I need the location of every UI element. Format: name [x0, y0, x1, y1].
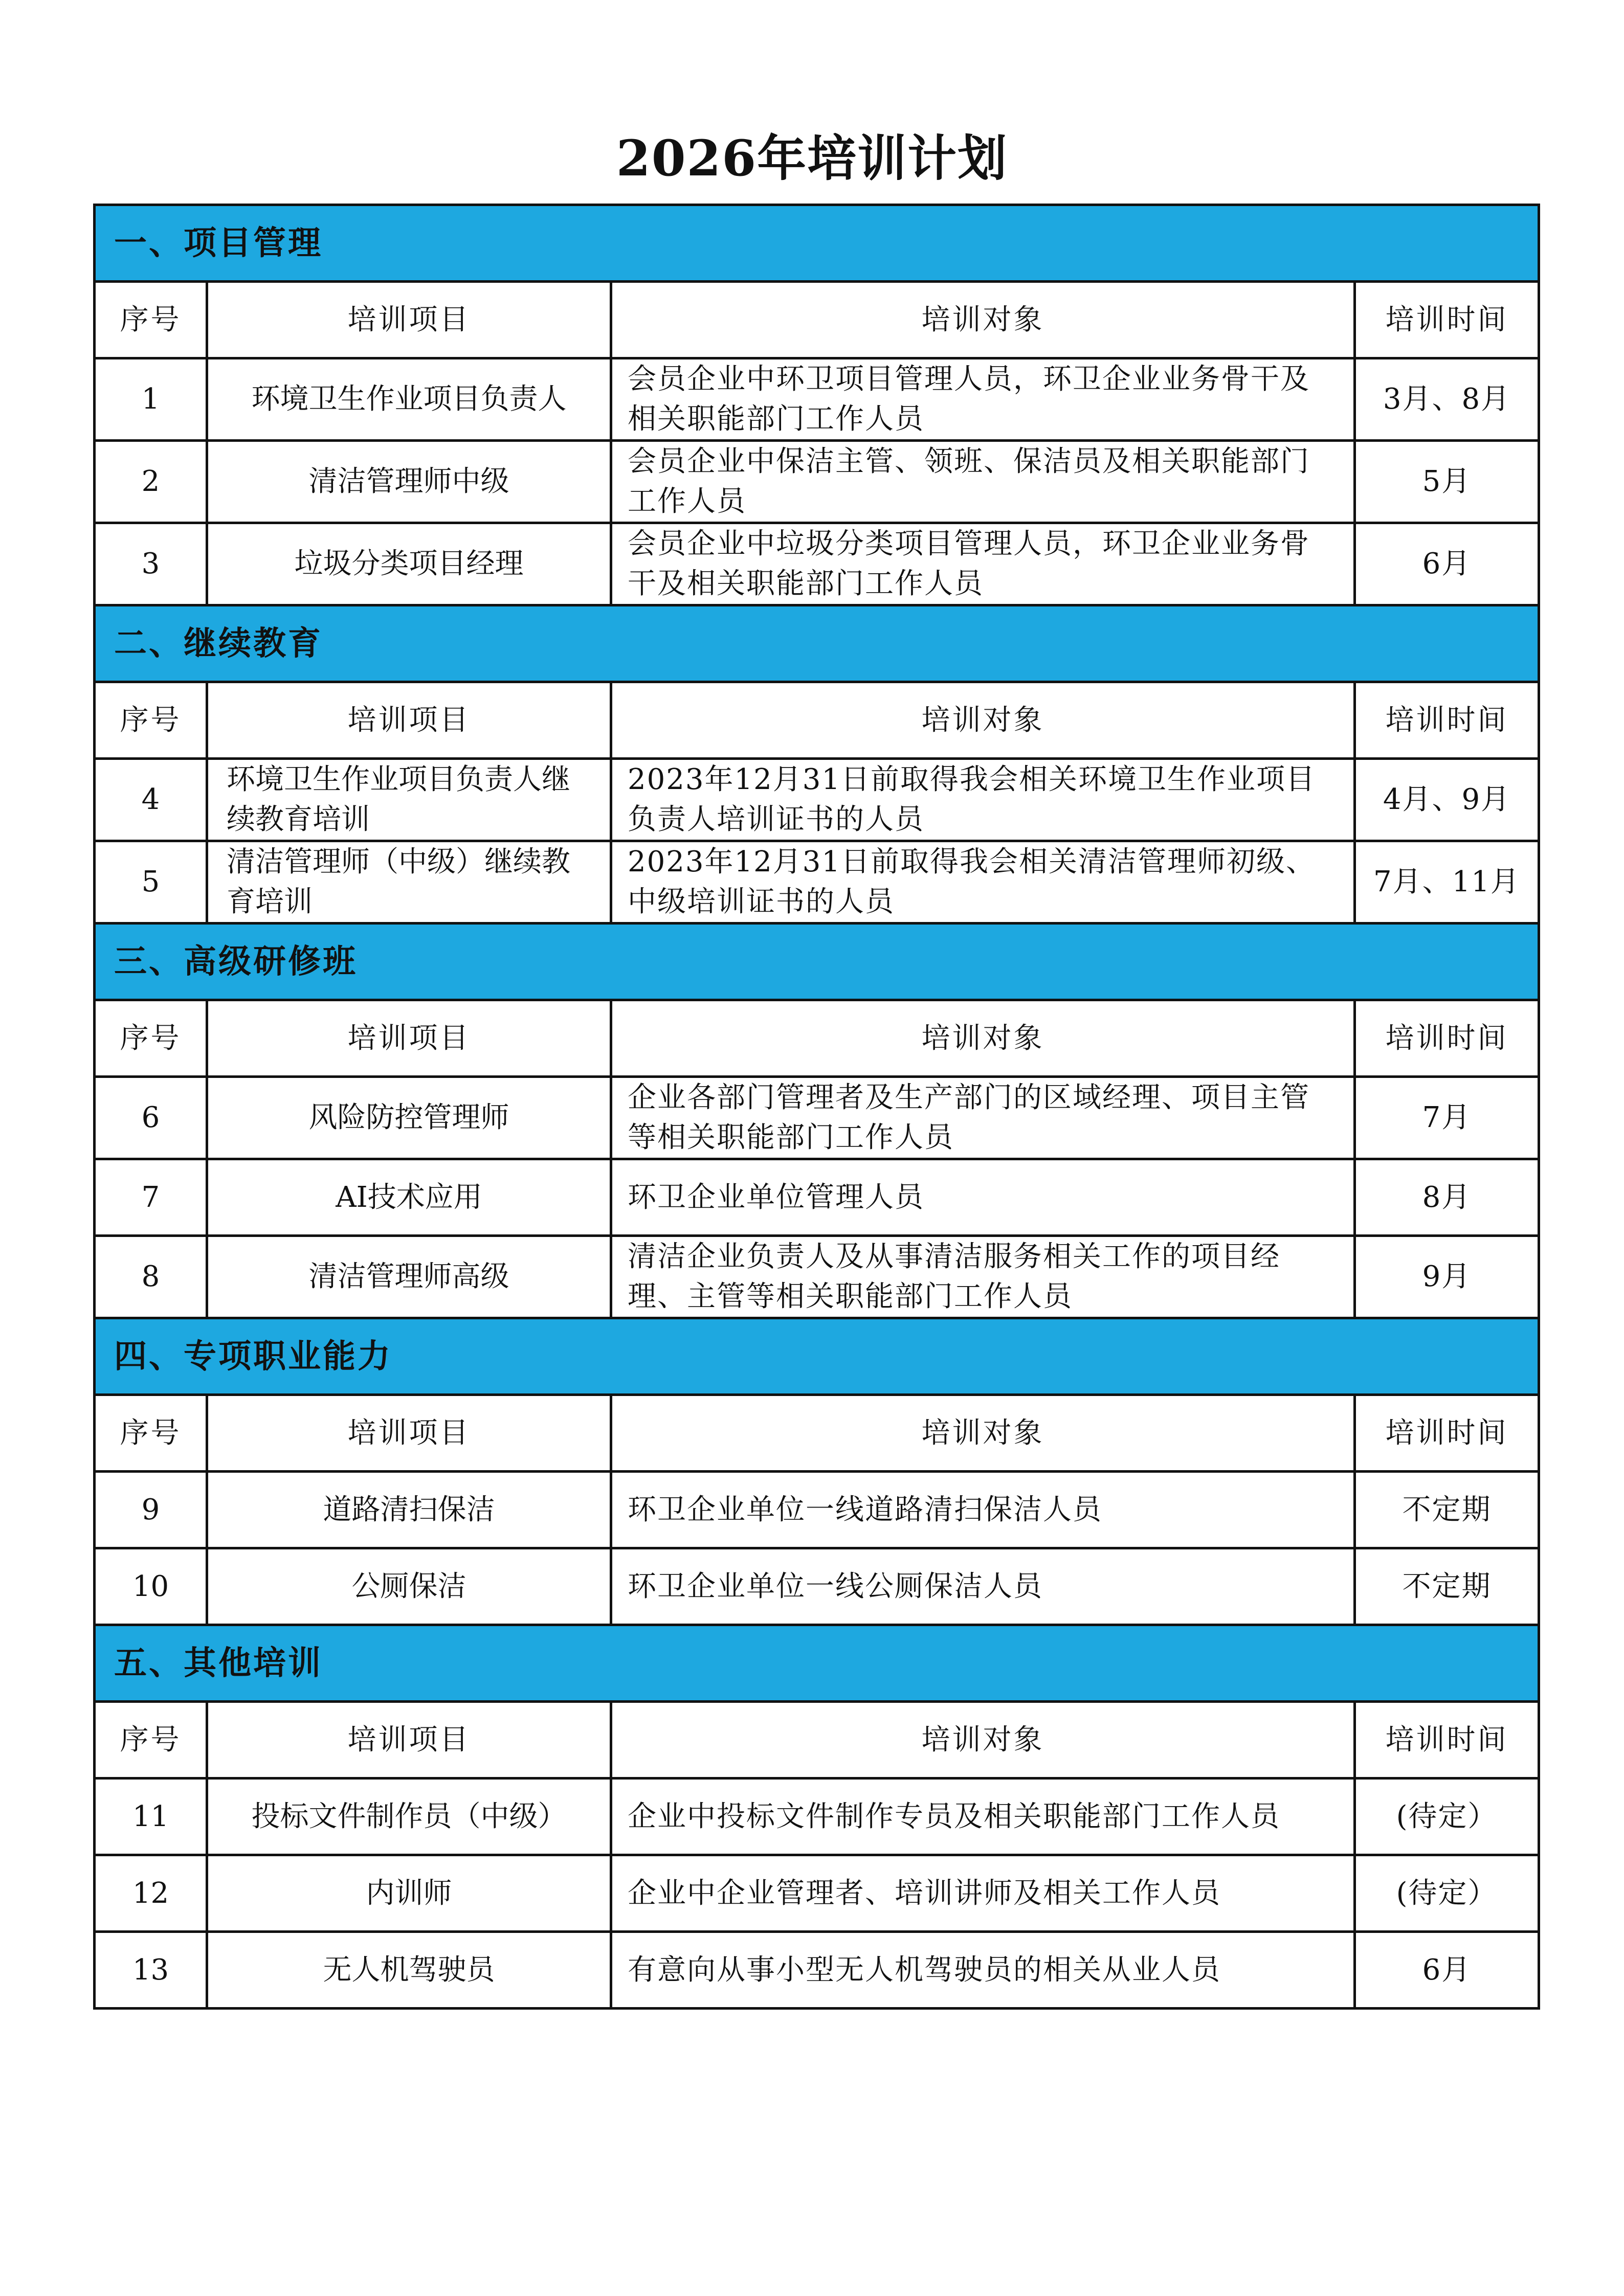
header-project: 培训项目: [207, 682, 611, 759]
header-target: 培训对象: [611, 1000, 1355, 1077]
table-row: [95, 1159, 1539, 1236]
row-no: 11: [95, 1779, 207, 1855]
table-row: [95, 1472, 1539, 1548]
row-time: 9月: [1355, 1236, 1539, 1318]
table-row: [95, 1932, 1539, 2009]
row-project: 道路清扫保洁: [207, 1472, 611, 1548]
row-project: 环境卫生作业项目负责人: [207, 358, 611, 441]
row-time: 8月: [1355, 1159, 1539, 1236]
column-header-row: [95, 1395, 1539, 1472]
row-no: 2: [95, 441, 207, 523]
column-header-row: [95, 682, 1539, 759]
row-target: 企业各部门管理者及生产部门的区域经理、项目主管等相关职能部门工作人员: [611, 1077, 1355, 1159]
header-project: 培训项目: [207, 1702, 611, 1779]
row-target: 企业中企业管理者、培训讲师及相关工作人员: [611, 1855, 1355, 1932]
header-no: 序号: [95, 1395, 207, 1472]
header-project: 培训项目: [207, 1395, 611, 1472]
row-project: 垃圾分类项目经理: [207, 523, 611, 605]
row-no: 10: [95, 1548, 207, 1625]
header-time: 培训时间: [1355, 1000, 1539, 1077]
column-header-row: [95, 1702, 1539, 1779]
section-header-row: [95, 924, 1539, 1000]
table-row: [95, 759, 1539, 841]
table-row: [95, 358, 1539, 441]
section-header-row: [95, 605, 1539, 682]
header-target: 培训对象: [611, 282, 1355, 358]
row-no: 9: [95, 1472, 207, 1548]
section-title: 二、继续教育: [95, 605, 1539, 682]
header-no: 序号: [95, 682, 207, 759]
section-title: 三、高级研修班: [95, 924, 1539, 1000]
row-time: 不定期: [1355, 1472, 1539, 1548]
section-header-row: [95, 205, 1539, 282]
row-project: 清洁管理师高级: [207, 1236, 611, 1318]
header-target: 培训对象: [611, 1702, 1355, 1779]
row-time: 3月、8月: [1355, 358, 1539, 441]
row-no: 3: [95, 523, 207, 605]
row-no: 5: [95, 841, 207, 924]
header-target: 培训对象: [611, 1395, 1355, 1472]
row-target: 环卫企业单位一线道路清扫保洁人员: [611, 1472, 1355, 1548]
row-time: 6月: [1355, 523, 1539, 605]
row-target: 2023年12月31日前取得我会相关清洁管理师初级、中级培训证书的人员: [611, 841, 1355, 924]
header-time: 培训时间: [1355, 282, 1539, 358]
row-time: 4月、9月: [1355, 759, 1539, 841]
row-no: 1: [95, 358, 207, 441]
header-time: 培训时间: [1355, 1702, 1539, 1779]
row-target: 会员企业中垃圾分类项目管理人员，环卫企业业务骨干及相关职能部门工作人员: [611, 523, 1355, 605]
section-title: 五、其他培训: [95, 1625, 1539, 1702]
header-project: 培训项目: [207, 1000, 611, 1077]
table-row: [95, 441, 1539, 523]
row-no: 4: [95, 759, 207, 841]
row-target: 有意向从事小型无人机驾驶员的相关从业人员: [611, 1932, 1355, 2009]
row-no: 13: [95, 1932, 207, 2009]
row-time: (待定）: [1355, 1779, 1539, 1855]
row-project: 清洁管理师（中级）继续教育培训: [207, 841, 611, 924]
column-header-row: [95, 1000, 1539, 1077]
table-row: [95, 523, 1539, 605]
section-title: 四、专项职业能力: [95, 1318, 1539, 1395]
row-no: 12: [95, 1855, 207, 1932]
row-no: 8: [95, 1236, 207, 1318]
row-target: 清洁企业负责人及从事清洁服务相关工作的项目经理、主管等相关职能部门工作人员: [611, 1236, 1355, 1318]
row-target: 企业中投标文件制作专员及相关职能部门工作人员: [611, 1779, 1355, 1855]
row-target: 会员企业中保洁主管、领班、保洁员及相关职能部门工作人员: [611, 441, 1355, 523]
row-no: 7: [95, 1159, 207, 1236]
row-project: 清洁管理师中级: [207, 441, 611, 523]
table-row: [95, 1236, 1539, 1318]
header-time: 培训时间: [1355, 1395, 1539, 1472]
table-row: [95, 1077, 1539, 1159]
row-time: 不定期: [1355, 1548, 1539, 1625]
column-header-row: [95, 282, 1539, 358]
row-time: 6月: [1355, 1932, 1539, 2009]
header-no: 序号: [95, 282, 207, 358]
row-project: 环境卫生作业项目负责人继续教育培训: [207, 759, 611, 841]
row-project: 投标文件制作员（中级）: [207, 1779, 611, 1855]
row-target: 环卫企业单位一线公厕保洁人员: [611, 1548, 1355, 1625]
header-time: 培训时间: [1355, 682, 1539, 759]
row-project: 无人机驾驶员: [207, 1932, 611, 2009]
row-no: 6: [95, 1077, 207, 1159]
row-project: 内训师: [207, 1855, 611, 1932]
row-time: 7月、11月: [1355, 841, 1539, 924]
row-project: 风险防控管理师: [207, 1077, 611, 1159]
header-target: 培训对象: [611, 682, 1355, 759]
row-target: 会员企业中环卫项目管理人员，环卫企业业务骨干及相关职能部门工作人员: [611, 358, 1355, 441]
table-row: [95, 841, 1539, 924]
row-time: (待定）: [1355, 1855, 1539, 1932]
table-row: [95, 1855, 1539, 1932]
header-project: 培训项目: [207, 282, 611, 358]
header-no: 序号: [95, 1702, 207, 1779]
row-target: 环卫企业单位管理人员: [611, 1159, 1355, 1236]
page-title: 2026年培训计划: [616, 129, 1008, 187]
section-header-row: [95, 1625, 1539, 1702]
header-no: 序号: [95, 1000, 207, 1077]
training-plan-table: [93, 204, 1540, 2010]
section-title: 一、项目管理: [95, 205, 1539, 282]
row-project: AI技术应用: [207, 1159, 611, 1236]
table-row: [95, 1548, 1539, 1625]
row-target: 2023年12月31日前取得我会相关环境卫生作业项目负责人培训证书的人员: [611, 759, 1355, 841]
row-time: 5月: [1355, 441, 1539, 523]
table-row: [95, 1779, 1539, 1855]
section-header-row: [95, 1318, 1539, 1395]
row-time: 7月: [1355, 1077, 1539, 1159]
row-project: 公厕保洁: [207, 1548, 611, 1625]
